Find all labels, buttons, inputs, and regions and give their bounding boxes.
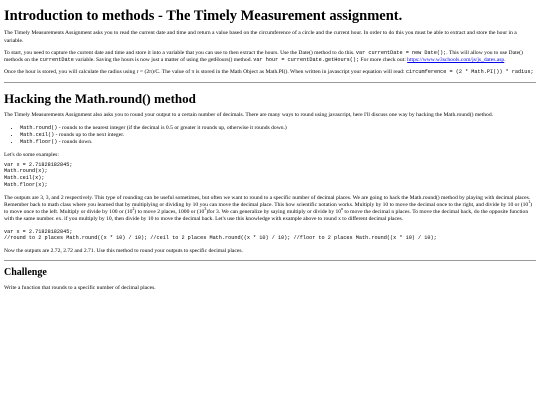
- list-item: [20, 125, 536, 132]
- superscript: 1: [528, 200, 531, 205]
- intro-paragraph-2: [4, 50, 536, 65]
- section-divider: [4, 82, 536, 83]
- w3schools-link[interactable]: https://www.w3schools.com/js/js_dates.asp: [407, 57, 505, 64]
- inline-code: Math.ceil(): [20, 131, 55, 138]
- round-paragraph-1: The Timely Measurements Assignment also asks you to round your output to a certain number of decimals. There are many ways to round using javascript, here I'll discuss one way by hacking the Math.round() method.: [4, 112, 494, 119]
- list-item: [20, 132, 536, 139]
- inline-code: circumference = (2 * Math.PI()) * radius;: [405, 69, 534, 76]
- intro-text: variable. Saving the hours is now just a matter of using the getHours() method.: [75, 57, 252, 64]
- list-item-text: - rounds to the nearest integer (if the decimal is 0.5 or greater it rounds up, otherwise it rounds down.): [57, 124, 287, 131]
- page-title: Introduction to methods - The Timely Measurement assignment.: [4, 8, 403, 24]
- inline-code: Math.floor(): [20, 139, 58, 146]
- intro-text: . This will allow you to use Date() methods on the: [4, 49, 523, 64]
- code-block-examples: var x = 2.71828182845; Math.round(x); Math.ceil(x); Math.floor(x);: [4, 161, 73, 188]
- superscript: n: [341, 207, 344, 212]
- intro-text: .: [504, 57, 506, 64]
- list-item-text: - rounds up to the next integer.: [54, 131, 125, 138]
- intro-paragraph-3: [4, 69, 536, 76]
- examples-label: Let's do some examples:: [4, 152, 59, 159]
- superscript: 3: [204, 207, 207, 212]
- inline-code: currentDate: [39, 57, 74, 64]
- round-text: to move the decimal n places. To move the decimal back, do the opposite function with the same number. ex. if you multiply by 10, then divide by 10 to move the decimal back. Let's use this knowledge with example above to round x to different decimal places.: [4, 209, 529, 223]
- code-block-rounding: var x = 2.71828182845; //round to 2 places Math.round((x * 10) / 10); //ceil to 2 places Math.round((x * 10) / 10); //floor to 2 places Math.round((x * 10) / 10);: [4, 228, 437, 242]
- rounding-methods-list: [4, 125, 536, 147]
- round-text: ) to move 2 places, 1000 or (10: [134, 209, 205, 216]
- inline-code: Math.round(): [20, 124, 58, 131]
- round-paragraph-2: [4, 195, 536, 224]
- section-divider: [4, 260, 536, 261]
- intro-text: For more check out:: [360, 57, 406, 64]
- round-text: ) to move once to the left. Multiply or divide by 100 or (10: [4, 201, 532, 216]
- round-text: )for 3. We can generalize by saying multiply or divide by 10: [206, 209, 342, 216]
- challenge-text: Write a function that rounds to a specific number of decimal places.: [4, 285, 156, 292]
- inline-code: var currentDate = new Date();: [355, 49, 447, 56]
- intro-paragraph-1: The Timely Measurements Assignment asks you to read the current date and time and return a value based on the circumference of a circle and the current hour. In order to do this you must be able to extract and store the hour in a variable.: [4, 30, 517, 44]
- intro-text: Once the hour is stored, you will calculate the radius using r = (2π)/C. The value of π is stored in the Math Object as Math.PI(). When written in javascript your equation will read:: [4, 69, 405, 76]
- inline-code: var hour = currentDate.getHours();: [253, 57, 360, 64]
- round-text: The outputs are 3, 3, and 2 respectively. This type of rounding can be useful sometimes, but often we want to round to a specific number of decimal places. We are going to hack the Math.round() method by playing with decimal places. Remember back to math class where you learned that by multiplying or dividing by 10 you can move the decimal place. This how scientific notation works. Multiply by 10 to move the decimal once to the right, and divide by 10 or (10: [4, 194, 531, 208]
- list-item: [20, 139, 536, 146]
- round-paragraph-3: Now the outputs are 2.72, 2.72 and 2.71. Use this method to round your outputs to specific decimal places.: [4, 248, 243, 255]
- intro-text: To start, you need to capture the current date and time and store it into a variable that you can use to then extract the hours. Use the Date() method to do this.: [4, 49, 355, 56]
- section-title-challenge: Challenge: [4, 267, 47, 279]
- list-item-text: - rounds down.: [57, 139, 93, 146]
- superscript: 2: [132, 207, 135, 212]
- section-title-round: Hacking the Math.round() method: [4, 90, 196, 106]
